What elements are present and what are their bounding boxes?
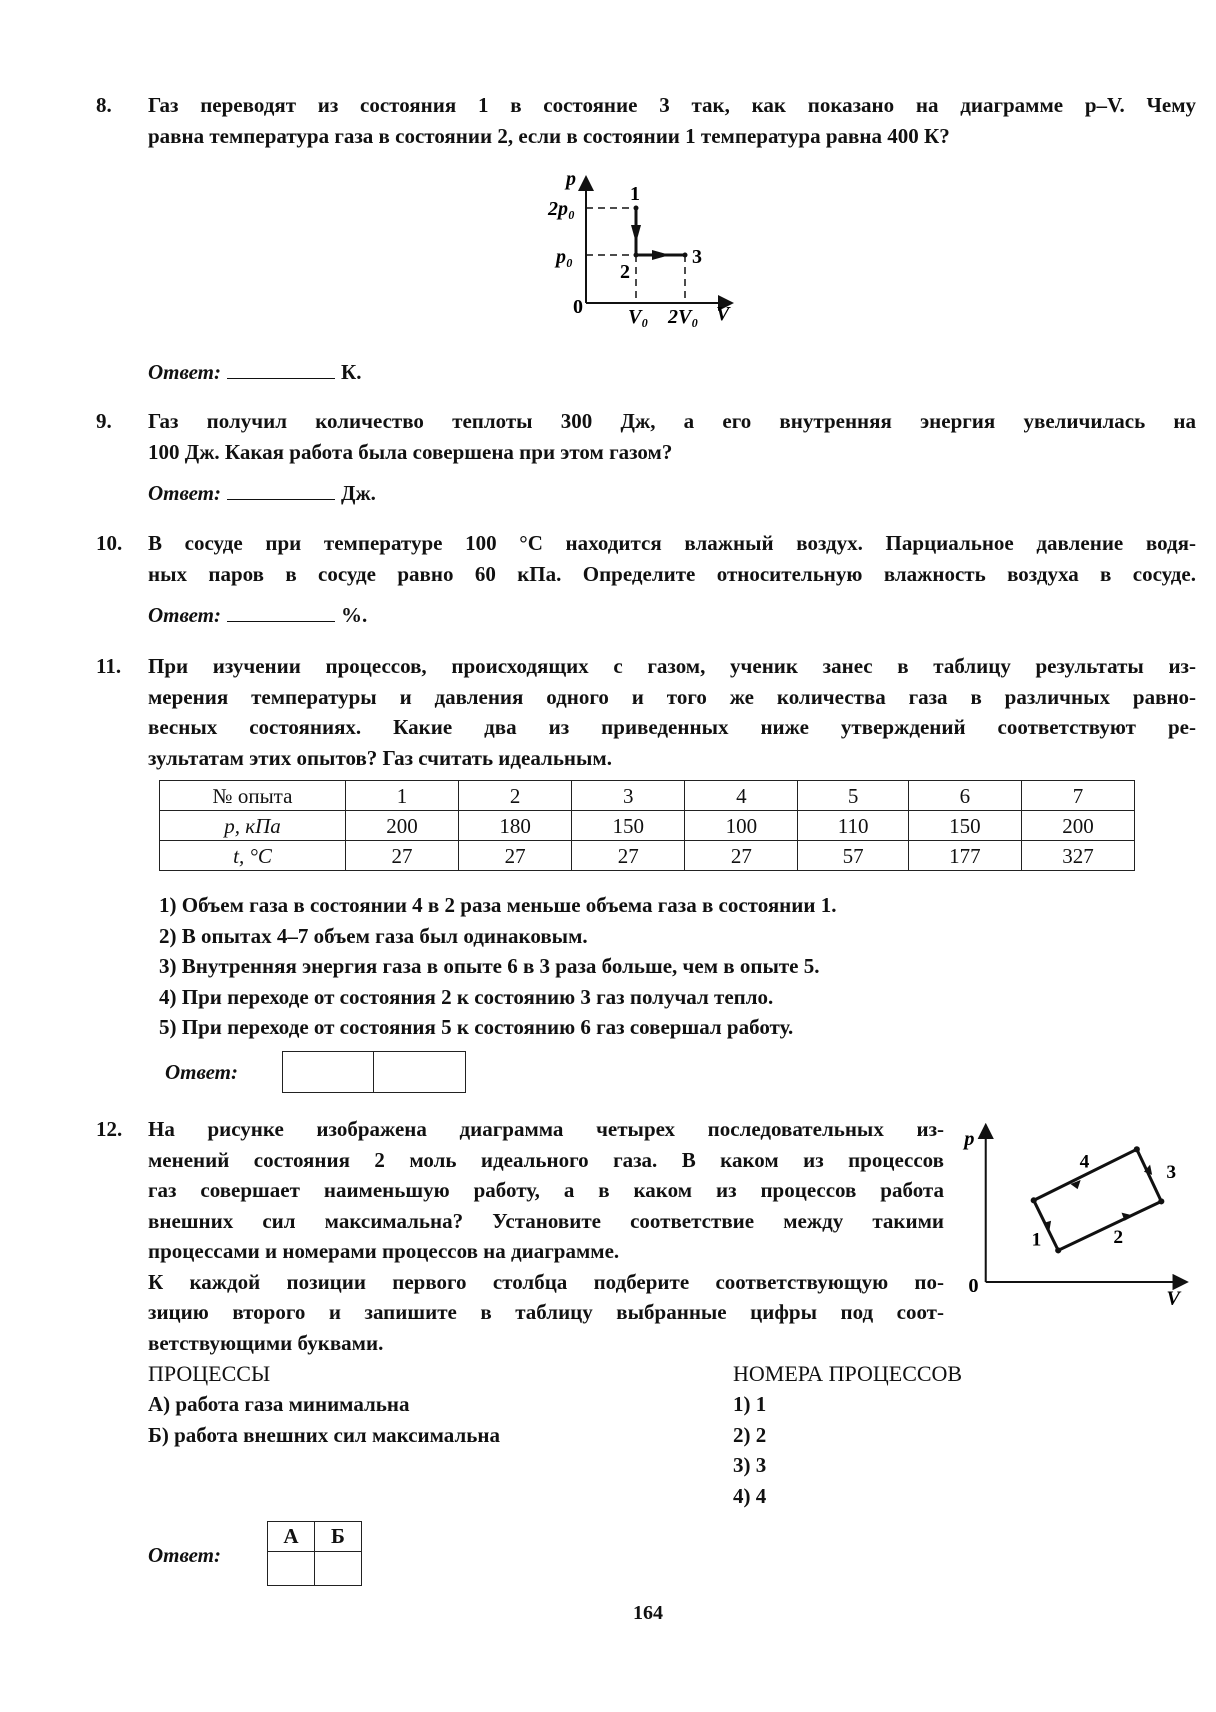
q8-line: равна температура газа в состоянии 2, если в состоянии 1 температура равна 400 К?: [148, 123, 950, 148]
table-cell: 7: [1021, 781, 1134, 811]
number-item: 4) 4: [733, 1483, 767, 1508]
q11-data-table: [159, 780, 1135, 871]
answer-label: Ответ:: [148, 481, 221, 505]
process-item: А) работа газа минимальна: [148, 1392, 410, 1416]
q10-answer: [148, 600, 367, 630]
q8-number: 8.: [96, 93, 112, 117]
q8-line: Газ переводят из состояния 1 в состояние 3 так, как показано на диаграмме p–V. Чему: [148, 93, 1196, 117]
table-cell: 3: [572, 781, 685, 811]
v-axis-label: V: [1166, 1287, 1181, 1305]
origin-label: 0: [968, 1275, 979, 1298]
q12-line: На рисунке изображена диаграмма четырех последовательных из-: [148, 1117, 944, 1141]
processes-column-title: ПРОЦЕССЫ: [148, 1361, 271, 1386]
q9-line: 100 Дж. Какая работа была совершена при этом газом?: [148, 439, 673, 464]
q12-line: зицию второго и запишите в таблицу выбранные цифры под соот-: [148, 1300, 944, 1324]
table-cell: 27: [685, 841, 798, 871]
numbers-column-title: НОМЕРА ПРОЦЕССОВ: [733, 1361, 963, 1386]
q9-answer-field[interactable]: [227, 479, 335, 500]
answer-cell-b[interactable]: [315, 1552, 362, 1586]
table-cell: № опыта: [160, 781, 346, 811]
table-cell: 57: [798, 841, 908, 871]
p-axis-label: p: [566, 168, 576, 190]
process-4-label: 4: [1079, 1151, 1090, 1173]
table-cell: 200: [1021, 811, 1134, 841]
number-item: 1) 1: [733, 1392, 767, 1416]
tick-2v0: 2V₀: [668, 306, 699, 328]
process-1-label: 1: [1031, 1229, 1042, 1251]
table-row-temperature: [160, 841, 1135, 871]
table-cell: 100: [685, 811, 798, 841]
answer-unit: К.: [341, 360, 362, 384]
q11-number: 11.: [96, 654, 122, 678]
q9-text: [148, 406, 1196, 467]
q12-line: ветствующими буквами.: [148, 1330, 384, 1355]
q12-number: 12.: [96, 1117, 123, 1141]
q11-answer-cell-2[interactable]: [373, 1051, 466, 1093]
q9-number: 9.: [96, 409, 112, 433]
table-cell: 6: [908, 781, 1021, 811]
table-cell: 177: [908, 841, 1021, 871]
table-cell: 27: [459, 841, 572, 871]
q9-answer: [148, 478, 376, 508]
table-row-experiment: [160, 781, 1135, 811]
answer-unit: %.: [341, 603, 368, 627]
table-cell: 4: [685, 781, 798, 811]
table-cell: 180: [459, 811, 572, 841]
table-cell: 327: [1021, 841, 1134, 871]
q12-line: внешних сил максимальна? Установите соответствие между такими: [148, 1208, 944, 1233]
option-item: 3) Внутренняя энергия газа в опыте 6 в 3 раза больше, чем в опыте 5.: [159, 954, 820, 978]
q12-line: К каждой позиции первого столбца подберите соответствующую по-: [148, 1269, 944, 1294]
q8-pv-diagram: [540, 165, 740, 340]
state-2-label: 2: [620, 261, 630, 283]
numbers-column: [733, 1389, 933, 1511]
page-number: 164: [633, 1602, 663, 1624]
q9-line: Газ получил количество теплоты 300 Дж, а его внутренняя энергия увеличилась на: [148, 409, 1196, 433]
answer-label: Ответ:: [148, 1543, 221, 1567]
table-cell: 150: [908, 811, 1021, 841]
option-item: 5) При переходе от состояния 5 к состоянию 6 газ совершал работу.: [159, 1015, 794, 1039]
q11-line: При изучении процессов, происходящих с газом, ученик занес в таблицу результаты из-: [148, 654, 1196, 678]
process-item: Б) работа внешних сил максимальна: [148, 1422, 500, 1447]
number-item: 3) 3: [733, 1453, 767, 1477]
table-cell: t, °С: [160, 841, 346, 871]
v-axis-label: V: [716, 303, 730, 325]
tick-v0: V₀: [628, 306, 649, 328]
process-2-label: 2: [1113, 1227, 1124, 1249]
q8-text: [148, 90, 1196, 151]
answer-header-b: Б: [315, 1522, 362, 1552]
table-cell: 2: [459, 781, 572, 811]
q11-line: мерения температуры и давления одного и того же количества газа в различных равно-: [148, 684, 1196, 709]
table-cell: 200: [346, 811, 459, 841]
table-row-pressure: [160, 811, 1135, 841]
option-item: 2) В опытах 4–7 объем газа был одинаковым.: [159, 923, 588, 948]
answer-label: Ответ:: [165, 1060, 238, 1084]
answer-unit: Дж.: [341, 481, 376, 505]
tick-p0: p₀: [556, 246, 573, 268]
process-3-label: 3: [1166, 1161, 1177, 1183]
tick-2p0: 2p₀: [548, 198, 575, 220]
processes-column: [148, 1389, 668, 1450]
p-axis-label: p: [964, 1128, 975, 1151]
table-cell: 27: [346, 841, 459, 871]
q11-answer-label: [165, 1057, 238, 1087]
table-cell: 110: [798, 811, 908, 841]
answer-label: Ответ:: [148, 603, 221, 627]
q12-pv-cycle-diagram: [950, 1110, 1195, 1305]
answer-cell-a[interactable]: [268, 1552, 315, 1586]
q10-text: [148, 528, 1196, 589]
table-cell: 150: [572, 811, 685, 841]
q10-number: 10.: [96, 531, 123, 555]
option-item: 1) Объем газа в состоянии 4 в 2 раза меньше объема газа в состоянии 1.: [159, 893, 837, 917]
q11-line: зультатам этих опытов? Газ считать идеальным.: [148, 745, 612, 770]
table-cell: 1: [346, 781, 459, 811]
option-item: 4) При переходе от состояния 2 к состоянию 3 газ получал тепло.: [159, 984, 774, 1009]
q12-answer-table: [267, 1521, 362, 1586]
table-cell: p, кПа: [160, 811, 346, 841]
answer-header-a: А: [268, 1522, 315, 1552]
q11-options: [159, 890, 1159, 1043]
table-cell: 5: [798, 781, 908, 811]
table-cell: 27: [572, 841, 685, 871]
q10-line: ных паров в сосуде равно 60 кПа. Определите относительную влажность воздуха в сосуде.: [148, 561, 1196, 586]
state-1-label: 1: [630, 183, 640, 205]
state-3-label: 3: [692, 246, 702, 268]
q11-answer-cell-1[interactable]: [282, 1051, 374, 1093]
q10-line: В сосуде при температуре 100 °С находится влажный воздух. Парциальное давление водя-: [148, 531, 1196, 555]
q11-line: весных состояниях. Какие два из приведенных ниже утверждений соответствуют ре-: [148, 715, 1196, 739]
q12-line: газ совершает наименьшую работу, а в каком из процессов работа: [148, 1178, 944, 1202]
q12-line: менений состояния 2 моль идеального газа. В каком из процессов: [148, 1147, 944, 1172]
q10-answer-field[interactable]: [227, 601, 335, 622]
q11-text: [148, 651, 1196, 773]
number-item: 2) 2: [733, 1422, 767, 1447]
q8-answer-field[interactable]: [227, 358, 335, 379]
q12-answer-label: [148, 1540, 221, 1570]
q12-line: процессами и номерами процессов на диаграмме.: [148, 1239, 620, 1263]
q8-answer: [148, 357, 361, 387]
answer-label: Ответ:: [148, 360, 221, 384]
origin-label: 0: [573, 296, 583, 318]
q12-text: [148, 1114, 944, 1358]
